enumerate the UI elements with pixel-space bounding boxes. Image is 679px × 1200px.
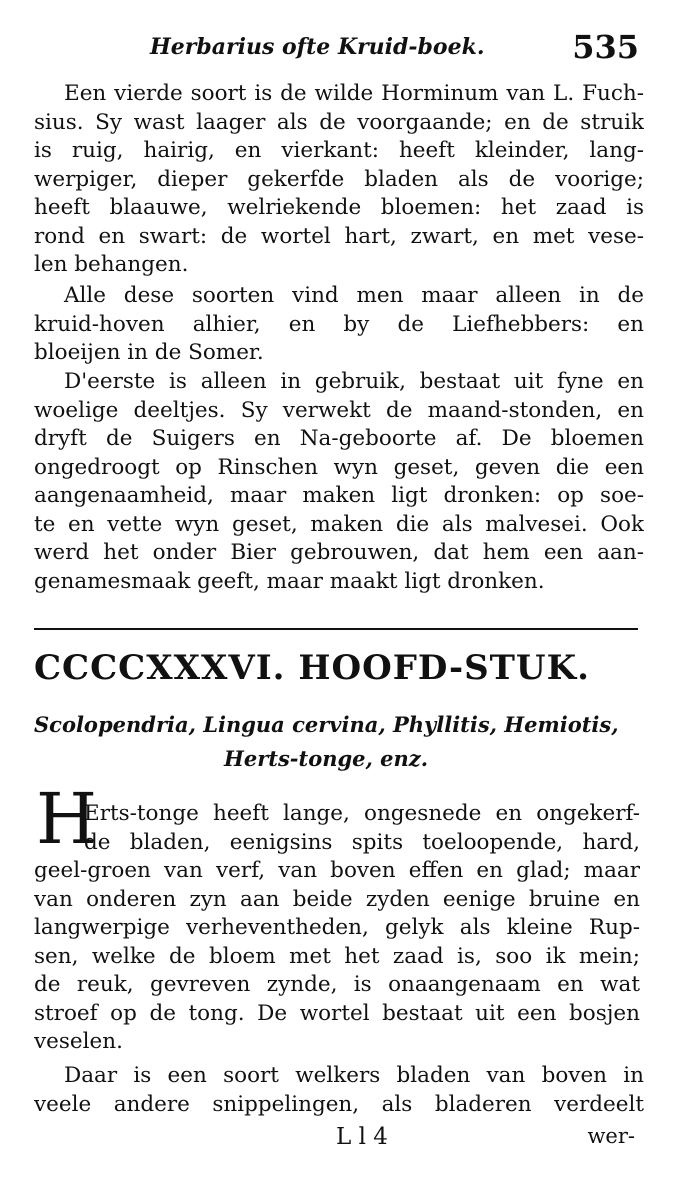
running-head: [0, 30, 679, 70]
text-line: sen, welke de bloem met het zaad is, soo ik mein;: [34, 943, 640, 969]
chapter-heading: CCCCXXXVI. HOOFD-STUK.: [34, 648, 590, 688]
chapter-subtitle-line: Scolopendria, Lingua cervina, Phyllitis, Hemiotis,: [34, 712, 619, 737]
paragraph-herts-tonge: [34, 857, 640, 1057]
page-number: 535: [572, 28, 639, 66]
text-line: is ruig, hairig, en vierkant: heeft kleinder, lang-: [34, 138, 644, 163]
text-line: D'eerste is alleen in gebruik, bestaat uit fyne en: [64, 369, 644, 394]
signature-mark: L l 4: [336, 1124, 388, 1150]
text-line: genamesmaak geeft, maar maakt ligt dronken.: [34, 568, 545, 594]
running-title: Herbarius ofte Kruid-boek.: [150, 34, 485, 60]
page-footer: [0, 1124, 679, 1158]
text-line: aangenaamheid, maar maken ligt dronken: op soe-: [34, 483, 644, 508]
text-line: veele andere snippelingen, als bladeren verdeelt: [34, 1091, 644, 1117]
text-line: len behangen.: [34, 252, 189, 277]
text-line: dryft de Suigers en Na-geboorte af. De bloemen: [34, 426, 644, 451]
text-line: Alle dese soorten vind men maar alleen in de: [64, 283, 644, 308]
text-line: woelige deeltjes. Sy verwekt de maand-stonden, en: [34, 397, 644, 423]
text-line: de reuk, gevreven zynde, is onaangenaam en wat: [34, 972, 640, 997]
text-line: stroef op de tong. De wortel bestaat uit een bosjen: [34, 1000, 640, 1026]
text-line: Daar is een soort welkers bladen van boven in: [64, 1063, 644, 1088]
text-line: heeft blaauwe, welriekende bloemen: het zaad is: [34, 195, 644, 220]
paragraph-alle-dese: [34, 282, 644, 368]
paragraph-herts-tonge-opening: [84, 800, 640, 857]
chapter-subtitle: [34, 708, 638, 776]
paragraph-horminum: [34, 80, 644, 280]
text-line: bloeijen in de Somer.: [34, 340, 264, 365]
catchword: wer-: [587, 1124, 635, 1148]
text-line: kruid-hoven alhier, en by de Liefhebbers: en: [34, 311, 644, 337]
text-line: Erts-tonge heeft lange, ongesnede en ongekerf-: [84, 801, 640, 826]
text-line: veselen.: [34, 1029, 123, 1054]
text-line: langwerpige verheventheden, gelyk als kleine Rup-: [34, 915, 640, 940]
text-line: werpiger, dieper gekerfde bladen als de voorige;: [34, 166, 644, 192]
text-line: werd het onder Bier gebrouwen, dat hem een aan-: [34, 540, 644, 565]
text-line: te en vette wyn geset, maken die als malvesei. Ook: [34, 511, 644, 537]
text-line: sius. Sy wast laager als de voorgaande; en de struik: [34, 109, 644, 135]
text-line: de bladen, eenigsins spits toeloopende, hard,: [84, 829, 640, 855]
paragraph-gebruik: [34, 368, 644, 596]
paragraph-soort: [34, 1062, 644, 1119]
section-divider: [34, 628, 638, 630]
drop-cap: H: [36, 778, 98, 860]
text-line: rond en swart: de wortel hart, zwart, en met vese-: [34, 223, 644, 249]
chapter-subtitle-line: Herts-tonge, enz.: [224, 746, 429, 771]
text-line: van onderen zyn aan beide zyden eenige bruine en: [34, 886, 640, 912]
text-line: ongedroogt op Rinschen wyn geset, geven die een: [34, 454, 644, 480]
text-line: Een vierde soort is de wilde Horminum van L. Fuch-: [64, 81, 644, 106]
text-line: geel-groen van verf, van boven effen en glad; maar: [34, 858, 640, 883]
